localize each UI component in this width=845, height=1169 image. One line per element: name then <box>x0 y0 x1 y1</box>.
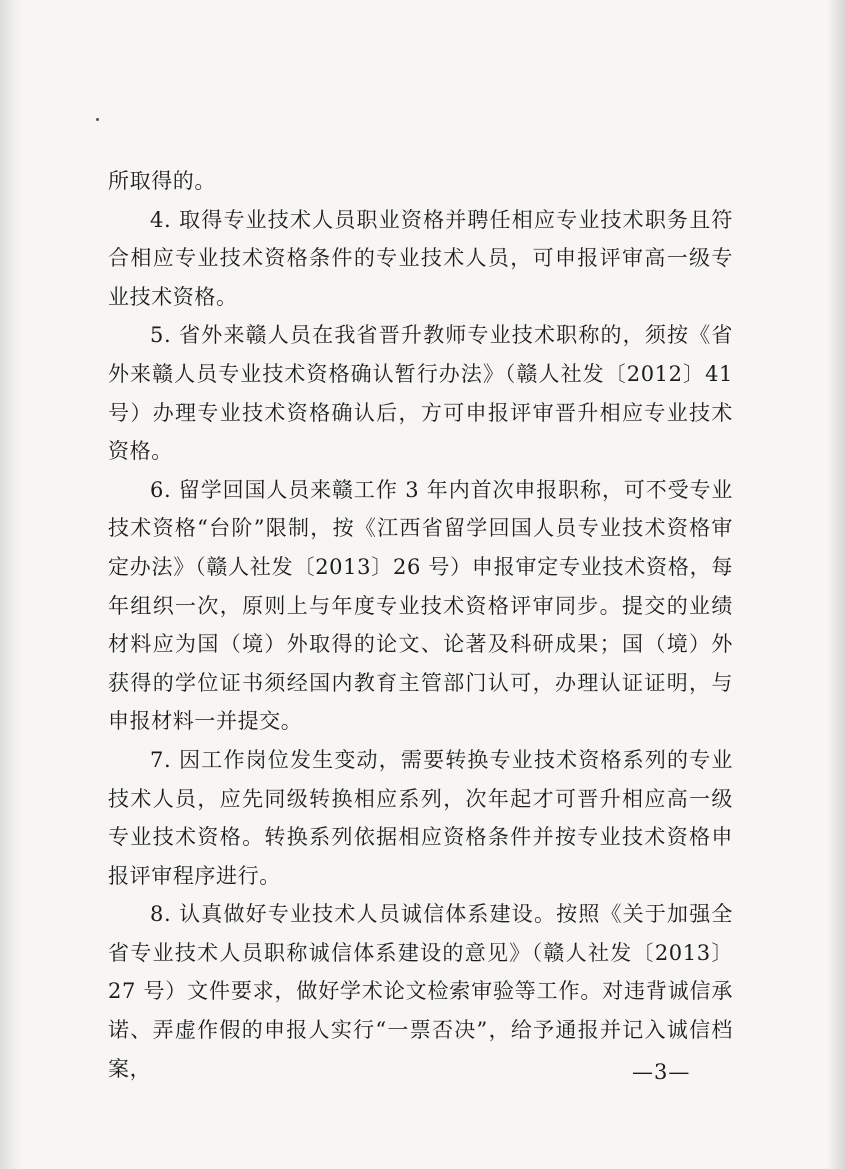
document-body <box>108 162 733 1088</box>
scan-shadow-right <box>827 0 845 1169</box>
paragraph-continuation: 所取得的。 <box>108 169 216 193</box>
paragraph-item-5: 5. 省外来赣人员在我省晋升教师专业技术职称的，须按《省外来赣人员专业技术资格确认暂行办法》（赣人社发〔2012〕41 号）办理专业技术资格确认后，方可申报评审晋升相应专业技术资格。 <box>108 323 733 464</box>
scan-speck <box>96 118 99 121</box>
scan-shadow-left <box>0 0 22 1169</box>
paragraph-item-8: 8. 认真做好专业技术人员诚信体系建设。按照《关于加强全省专业技术人员职称诚信体系建设的意见》（赣人社发〔2013〕27 号）文件要求，做好学术论文检索审验等工作。对违背诚信承诺、弄虚作假的申报人实行“一票否决”，给予通报并记入诚信档案， <box>108 902 733 1081</box>
paragraph-item-6: 6. 留学回国人员来赣工作 3 年内首次申报职称，可不受专业技术资格“台阶”限制，按《江西省留学回国人员专业技术资格审定办法》（赣人社发〔2013〕26 号）申报审定专业技术资格，每年组织一次，原则上与年度专业技术资格评审同步。提交的业绩材料应为国（境）外取得的论文、论著及科研成果；国（境）外获得的学位证书须经国内教育主管部门认可，办理认证证明，与申报材料一并提交。 <box>108 477 733 734</box>
page-number: —3— <box>632 1060 691 1084</box>
paragraph-item-7: 7. 因工作岗位发生变动，需要转换专业技术资格系列的专业技术人员，应先同级转换相应系列，次年起才可晋升相应高一级专业技术资格。转换系列依据相应资格条件并按专业技术资格申报评审程序进行。 <box>108 747 733 888</box>
paragraph-item-4: 4. 取得专业技术人员职业资格并聘任相应专业技术职务且符合相应专业技术资格条件的专业技术人员，可申报评审高一级专业技术资格。 <box>108 207 733 309</box>
